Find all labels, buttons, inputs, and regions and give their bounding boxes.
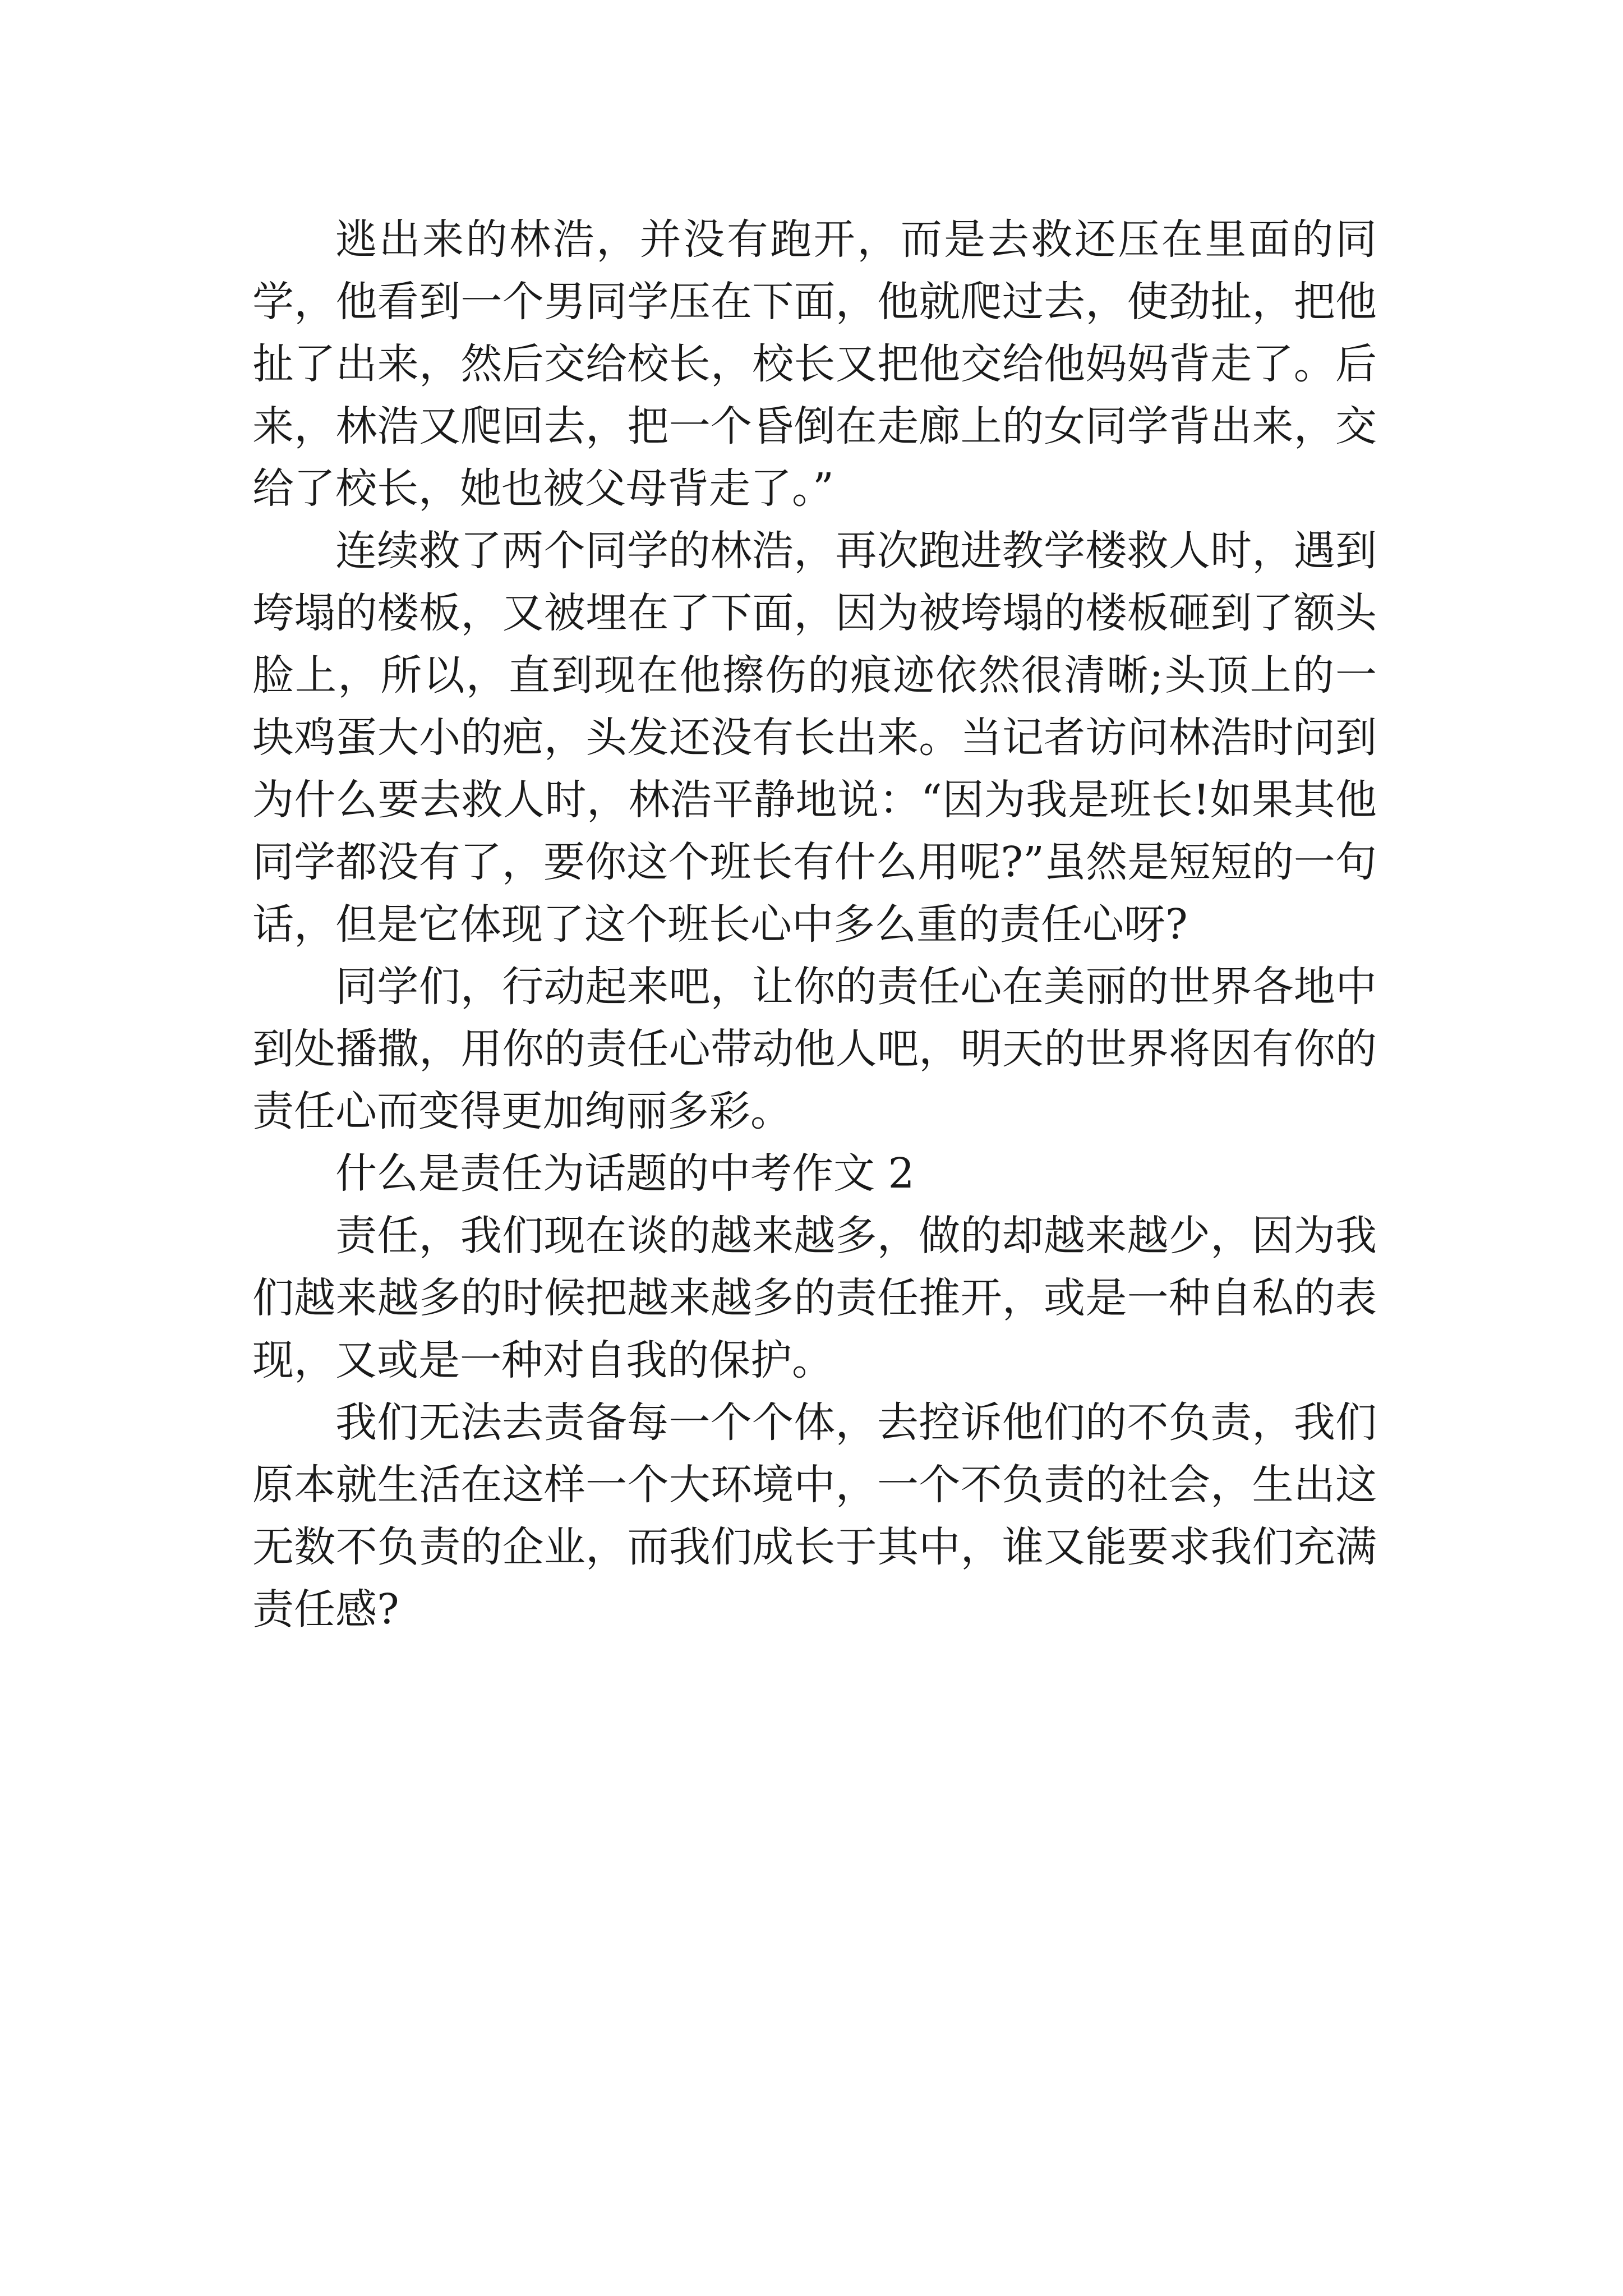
paragraph-call-to-action: 同学们，行动起来吧，让你的责任心在美丽的世界各地中到处播撒，用你的责任心带动他人吧，明天的世界将因有你的责任心而变得更加绚丽多彩。 [252, 963, 1377, 1135]
paragraph-rescue-classmates: 逃出来的林浩，并没有跑开，而是去救还压在里面的同学，他看到一个男同学压在下面，他就爬过去，使劲扯，把他扯了出来，然后交给校长，校长又把他交给他妈妈背走了。后来，林浩又爬回去，把一个昏倒在走廊上的女同学背出来，交给了校长，她也被父母背走了。” [252, 215, 1377, 513]
paragraph-rescue-again: 连续救了两个同学的林浩，再次跑进教学楼救人时，遇到垮塌的楼板，又被埋在了下面，因为被垮塌的楼板砸到了额头脸上，所以，直到现在他擦伤的痕迹依然很清晰;头顶上的一块鸡蛋大小的疤，头发还没有长出来。当记者访问林浩时问到为什么要去救人时，林浩平静地说：“因为我是班长!如果其他同学都没有了，要你这个班长有什么用呢?”虽然是短短的一句话，但是它体现了这个班长心中多么重的责任心呀? [252, 527, 1377, 949]
essay-heading: 什么是责任为话题的中考作文 2 [335, 1149, 915, 1198]
document-body [252, 209, 1377, 1641]
paragraph-responsibility-intro: 责任，我们现在谈的越来越多，做的却越来越少，因为我们越来越多的时候把越来越多的责任推开，或是一种自私的表现，又或是一种对自我的保护。 [252, 1212, 1377, 1384]
paragraph-responsibility-society: 我们无法去责备每一个个体，去控诉他们的不负责，我们原本就生活在这样一个大环境中，一个不负责的社会，生出这无数不负责的企业，而我们成长于其中，谁又能要求我们充满责任感? [252, 1398, 1377, 1634]
